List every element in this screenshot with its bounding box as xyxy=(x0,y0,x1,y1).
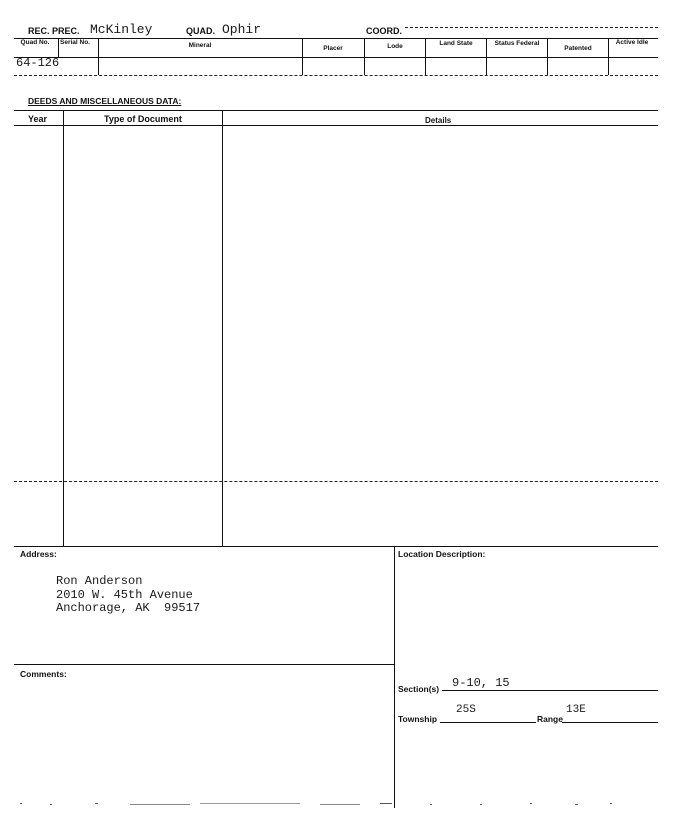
col-land-state: Land State xyxy=(439,40,473,47)
address-label: Address: xyxy=(20,549,57,559)
sections-label: Section(s) xyxy=(398,684,440,694)
range-value: 13E xyxy=(566,704,586,716)
col-quad-no: Quad No. xyxy=(20,39,50,46)
address-location-divider xyxy=(394,546,395,808)
header-bottom-dash xyxy=(14,75,658,76)
col-div-5 xyxy=(425,38,426,75)
deeds-title: DEEDS AND MISCELLANEOUS DATA: xyxy=(28,96,182,106)
quad-value: Ophir xyxy=(222,22,262,37)
col-div-1 xyxy=(58,38,59,57)
deeds-col-type: Type of Document xyxy=(104,114,182,124)
deeds-col-details: Details xyxy=(425,116,452,125)
header-top-rule xyxy=(14,38,658,39)
township-label: Township xyxy=(398,714,438,724)
col-div-6 xyxy=(486,38,487,75)
address-line-name: Ron Anderson xyxy=(56,574,143,588)
col-div-3 xyxy=(302,38,303,75)
col-div-2 xyxy=(98,38,99,75)
address-line-city: Anchorage, AK 99517 xyxy=(56,601,201,615)
deeds-bottom-rule xyxy=(14,546,658,547)
rec-prec-value: McKinley xyxy=(90,22,153,37)
col-status-federal: Status Federal xyxy=(494,40,540,47)
deeds-col-year: Year xyxy=(28,114,48,124)
range-underline xyxy=(562,722,658,723)
rec-prec-label: REC. PREC. xyxy=(28,26,80,36)
comments-label: Comments: xyxy=(20,669,67,679)
address-line-street: 2010 W. 45th Avenue xyxy=(56,587,193,602)
col-div-7 xyxy=(547,38,548,75)
col-div-8 xyxy=(608,38,609,75)
deeds-header-rule xyxy=(14,125,658,126)
col-div-4 xyxy=(364,38,365,75)
col-serial-no: Serial No. xyxy=(60,39,90,46)
address-block xyxy=(56,575,200,616)
sections-value: 9-10, 15 xyxy=(452,676,510,690)
comments-top-rule xyxy=(14,664,394,665)
township-underline xyxy=(440,722,536,723)
quad-no-value: 64-126 xyxy=(16,56,60,70)
coord-label: COORD. xyxy=(366,26,402,36)
location-label: Location Description: xyxy=(398,549,486,559)
col-patented: Patented xyxy=(564,45,592,52)
coord-dash-line xyxy=(405,27,658,28)
deeds-top-rule xyxy=(14,110,658,111)
header-col-rule xyxy=(14,57,658,58)
township-value: 25S xyxy=(456,704,476,716)
col-active-idle: Active Idle xyxy=(615,39,649,46)
quad-label: QUAD. xyxy=(186,26,215,36)
sections-underline xyxy=(442,690,658,691)
deeds-continuation-dash xyxy=(14,481,658,482)
range-label: Range xyxy=(537,714,563,724)
col-mineral: Mineral xyxy=(188,42,212,49)
col-lode: Lode xyxy=(387,43,403,50)
col-placer: Placer xyxy=(323,45,343,52)
